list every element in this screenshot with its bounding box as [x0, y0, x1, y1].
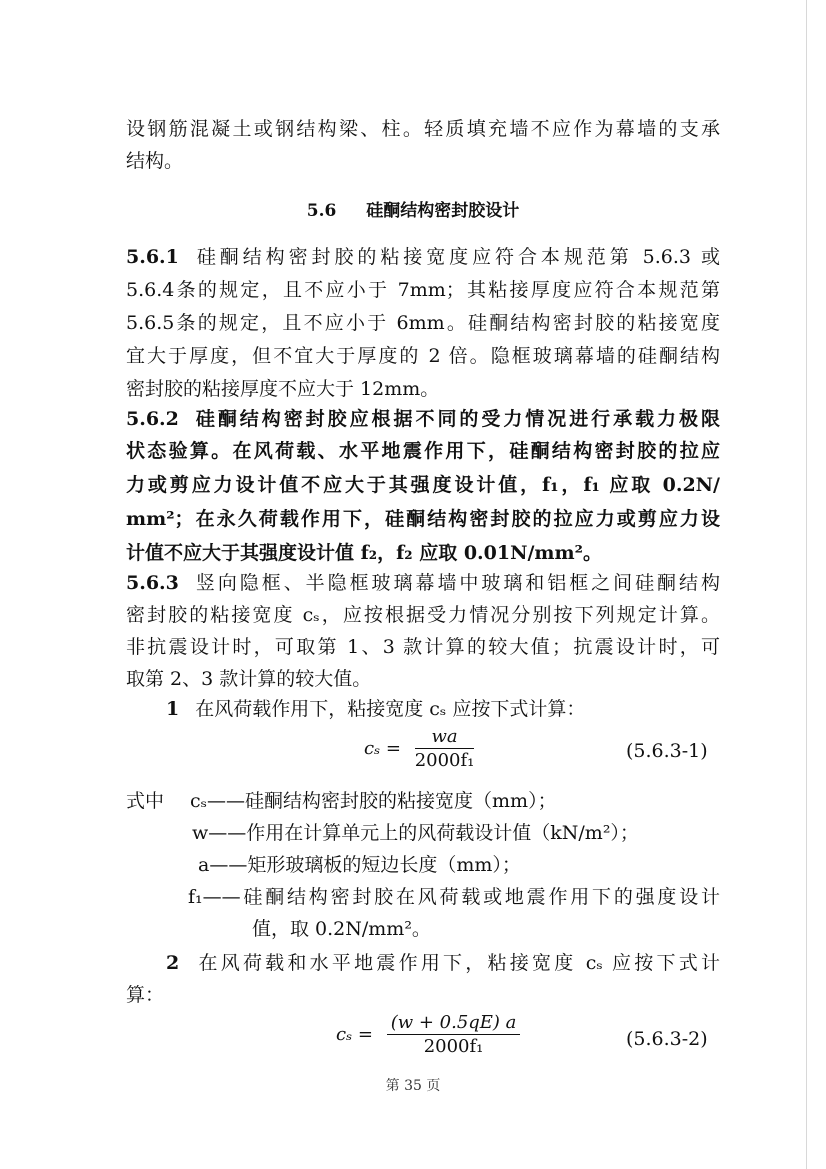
- clause-5-6-1-line-2: 5.6.4条的规定，且不应小于 7mm；其粘接厚度应符合本规范第: [126, 279, 720, 301]
- clause-5-6-1-line-3: 5.6.5条的规定，且不应小于 6mm。硅酮结构密封胶的粘接宽度: [126, 312, 720, 334]
- item-text: 在风荷载作用下，粘接宽度 cₛ 应按下式计算：: [195, 698, 586, 720]
- section-title: 硅酮结构密封胶设计: [366, 201, 520, 221]
- item-1: [166, 694, 720, 724]
- clause-number: 5.6.1: [126, 246, 179, 268]
- clause-5-6-3-line-1: [126, 568, 720, 598]
- clause-5-6-3-line-3: 非抗震设计时，可取第 1、3 款计算的较大值；抗震设计时，可: [126, 636, 720, 658]
- section-heading: [0, 196, 826, 226]
- clause-text: 竖向隐框、半隐框玻璃幕墙中玻璃和铝框之间硅酮结构: [192, 572, 720, 594]
- item-text: 在风荷载和水平地震作用下，粘接宽度 cₛ 应按下式计: [195, 952, 720, 974]
- clause-5-6-2-line-5: 计值不应大于其强度设计值 f₂，f₂ 应取 0.01N/mm²。: [126, 542, 602, 564]
- clause-5-6-2-line-4: mm²；在永久荷载作用下，硅酮结构密封胶的拉应力或剪应力设: [126, 508, 720, 530]
- where-label: 式中: [126, 790, 165, 812]
- definition-cs: cₛ——硅酮结构密封胶的粘接宽度（mm）；: [190, 790, 557, 812]
- fraction: [415, 726, 475, 771]
- formula-lhs: cₛ =: [336, 1024, 373, 1045]
- item-2: [166, 948, 720, 978]
- equation-number-1: (5.6.3-1): [626, 740, 708, 762]
- definition-f1: f₁——硅酮结构密封胶在风荷载或地震作用下的强度设计: [188, 886, 720, 908]
- denominator: 2000f₁: [423, 1036, 484, 1057]
- definition-w: w——作用在计算单元上的风荷载设计值（kN/m²）；: [192, 822, 639, 844]
- clause-text: 硅酮结构密封胶的粘接宽度应符合本规范第 5.6.3 或: [192, 246, 720, 268]
- equation-number-2: (5.6.3-2): [626, 1028, 708, 1050]
- item-2-cont: 算：: [126, 984, 165, 1006]
- page-edge-line: [806, 0, 807, 1169]
- clause-text: 硅酮结构密封胶应根据不同的受力情况进行承载力极限: [192, 408, 720, 430]
- clause-5-6-1-line-1: [126, 242, 720, 272]
- item-number: 2: [166, 952, 180, 974]
- formula-5-6-3-1: [364, 726, 474, 771]
- clause-5-6-1-line-4: 宜大于厚度，但不宜大于厚度的 2 倍。隐框玻璃幕墙的硅酮结构: [126, 345, 720, 367]
- clause-5-6-3-line-4: 取第 2、3 款计算的较大值。: [126, 668, 372, 690]
- formula-5-6-3-2: [336, 1012, 520, 1057]
- clause-5-6-1-line-5: 密封胶的粘接厚度不应大于 12mm。: [126, 378, 440, 400]
- clause-5-6-3-line-2: 密封胶的粘接宽度 cₛ，应按根据受力情况分别按下列规定计算。: [126, 604, 720, 626]
- definition-f1-cont: 值，取 0.2N/mm²。: [252, 918, 431, 940]
- page-number: 第 35 页: [385, 1078, 441, 1094]
- clause-number: 5.6.3: [126, 572, 179, 594]
- fraction: [387, 1012, 521, 1057]
- item-number: 1: [166, 698, 180, 720]
- formula-lhs: cₛ =: [364, 738, 401, 759]
- intro-line-2: 结构。: [126, 150, 184, 172]
- numerator: (w + 0.5qE) a: [387, 1012, 521, 1035]
- clause-5-6-2-line-2: 状态验算。在风荷载、水平地震作用下，硅酮结构密封胶的拉应: [126, 440, 720, 462]
- numerator: wa: [415, 726, 475, 749]
- clause-5-6-2-line-3: 力或剪应力设计值不应大于其强度设计值，f₁，f₁ 应取 0.2N/: [126, 474, 720, 496]
- intro-line-1: 设钢筋混凝土或钢结构梁、柱。轻质填充墙不应作为幕墙的支承: [126, 118, 720, 140]
- clause-5-6-2-line-1: [126, 404, 720, 434]
- section-number: 5.6: [306, 201, 337, 221]
- definition-a: a——矩形玻璃板的短边长度（mm）；: [198, 854, 521, 876]
- clause-number: 5.6.2: [126, 408, 179, 430]
- denominator: 2000f₁: [414, 750, 475, 771]
